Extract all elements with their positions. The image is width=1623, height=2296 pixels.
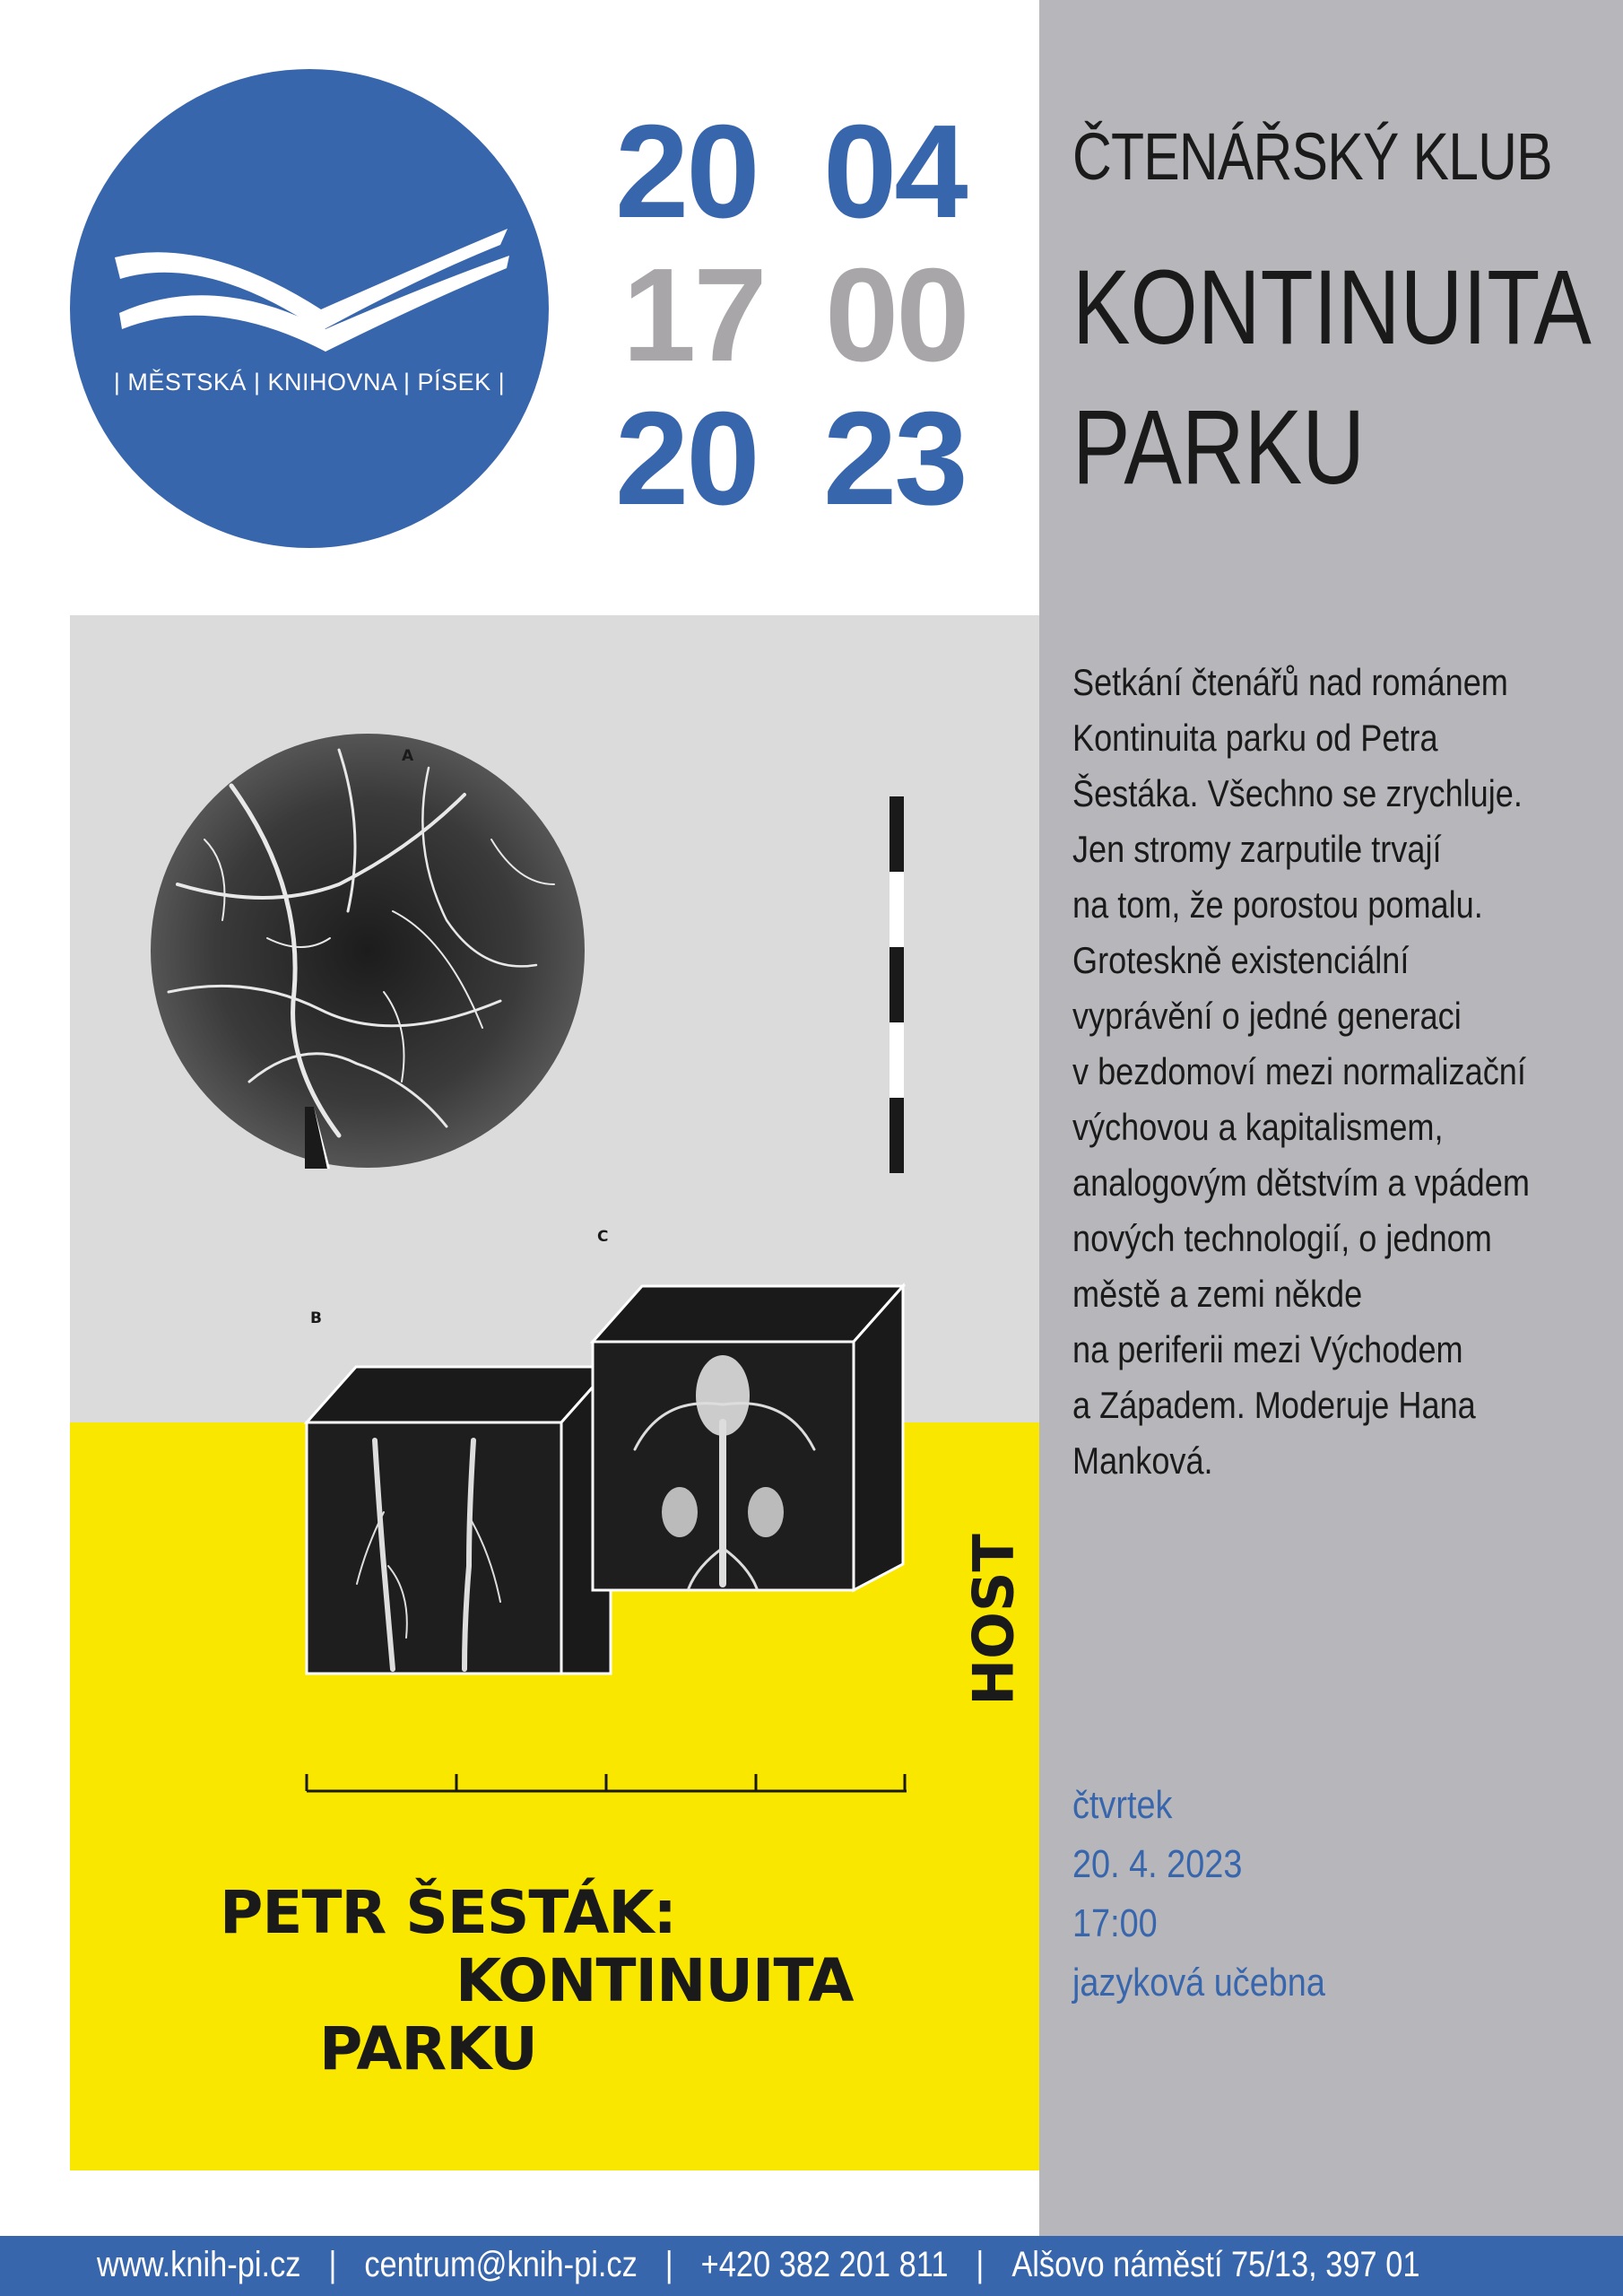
publisher-name: HOST [960, 1534, 1027, 1706]
description-line: a Západem. Moderuje Hana [1072, 1384, 1476, 1426]
footer-email-link[interactable]: centrum@knih-pi.cz [364, 2245, 638, 2284]
cube-c-icon [593, 1286, 903, 1590]
figure-label-a: A [402, 747, 414, 765]
footer-contacts [97, 2245, 1419, 2285]
footer-address: Alšovo náměstí 75/13, 397 01 [1011, 2245, 1420, 2284]
description-line: vyprávění o jedné generaci [1072, 995, 1462, 1037]
description-line: Šestáka. Všechno se zrychluje. [1072, 772, 1523, 814]
description-line: Jen stromy zarputile trvají [1072, 828, 1442, 870]
description-line: analogovým dětstvím a vpádem [1072, 1161, 1530, 1204]
description-line: Setkání čtenářů nad románem [1072, 661, 1508, 703]
time-minute: 00 [825, 241, 968, 389]
footer-phone[interactable]: +420 382 201 811 [700, 2245, 949, 2284]
description-line: městě a zemi někde [1072, 1273, 1363, 1315]
figure-label-c: C [597, 1228, 609, 1246]
retina-scan-icon [151, 734, 585, 1168]
poster-title-line3: PARKU [319, 2014, 537, 2083]
library-logo [70, 69, 549, 548]
open-book-icon [70, 69, 549, 548]
poster-title-line2: KONTINUITA [456, 1946, 854, 2015]
event-place: jazyková učebna [1072, 1961, 1325, 2005]
description-line: na tom, že porostou pomalu. [1072, 883, 1483, 926]
footer-separator: | [976, 2245, 985, 2284]
description-line: Kontinuita parku od Petra [1072, 717, 1438, 759]
figure-label-b: B [310, 1309, 322, 1327]
date-day: 20 [615, 98, 758, 246]
description-line: Manková. [1072, 1439, 1213, 1482]
logo-word-knihovna: KNIHOVNA [267, 369, 397, 396]
logo-word-pisek: PÍSEK [417, 369, 491, 396]
year-first: 20 [615, 385, 758, 533]
description-line: v bezdomoví mezi normalizační [1072, 1050, 1526, 1092]
event-time: 17:00 [1072, 1901, 1158, 1945]
club-label: ČTENÁŘSKÝ KLUB [1072, 119, 1552, 194]
footer-bar [0, 2236, 1623, 2296]
time-hour: 17 [622, 241, 765, 389]
footer-separator: | [328, 2245, 337, 2284]
event-title-line1: KONTINUITA [1072, 248, 1592, 367]
event-description [1072, 655, 1612, 1489]
event-title-line2: PARKU [1072, 388, 1366, 507]
event-weekday: čtvrtek [1072, 1783, 1173, 1827]
description-line: Groteskně existenciální [1072, 939, 1410, 981]
cube-b-icon [307, 1367, 611, 1674]
event-title [1072, 238, 1592, 517]
event-date: 20. 4. 2023 [1072, 1842, 1243, 1886]
description-line: výchovou a kapitalismem, [1072, 1106, 1444, 1148]
logo-caption: | MĚSTSKÁ | KNIHOVNA | PÍSEK | [113, 369, 506, 396]
description-line: na periferii mezi Východem [1072, 1328, 1463, 1370]
book-cover-poster [70, 615, 1039, 2170]
footer-website-link[interactable]: www.knih-pi.cz [97, 2245, 301, 2284]
year-second: 23 [823, 385, 966, 533]
scale-bar [307, 1774, 907, 1791]
footer-separator: | [664, 2245, 673, 2284]
description-line: nových technologií, o jednom [1072, 1217, 1492, 1259]
poster-title-line1: PETR ŠESTÁK: [220, 1878, 676, 1947]
event-details [1072, 1776, 1325, 2013]
logo-word-mestska: MĚSTSKÁ [127, 369, 247, 396]
date-month: 04 [823, 98, 966, 246]
